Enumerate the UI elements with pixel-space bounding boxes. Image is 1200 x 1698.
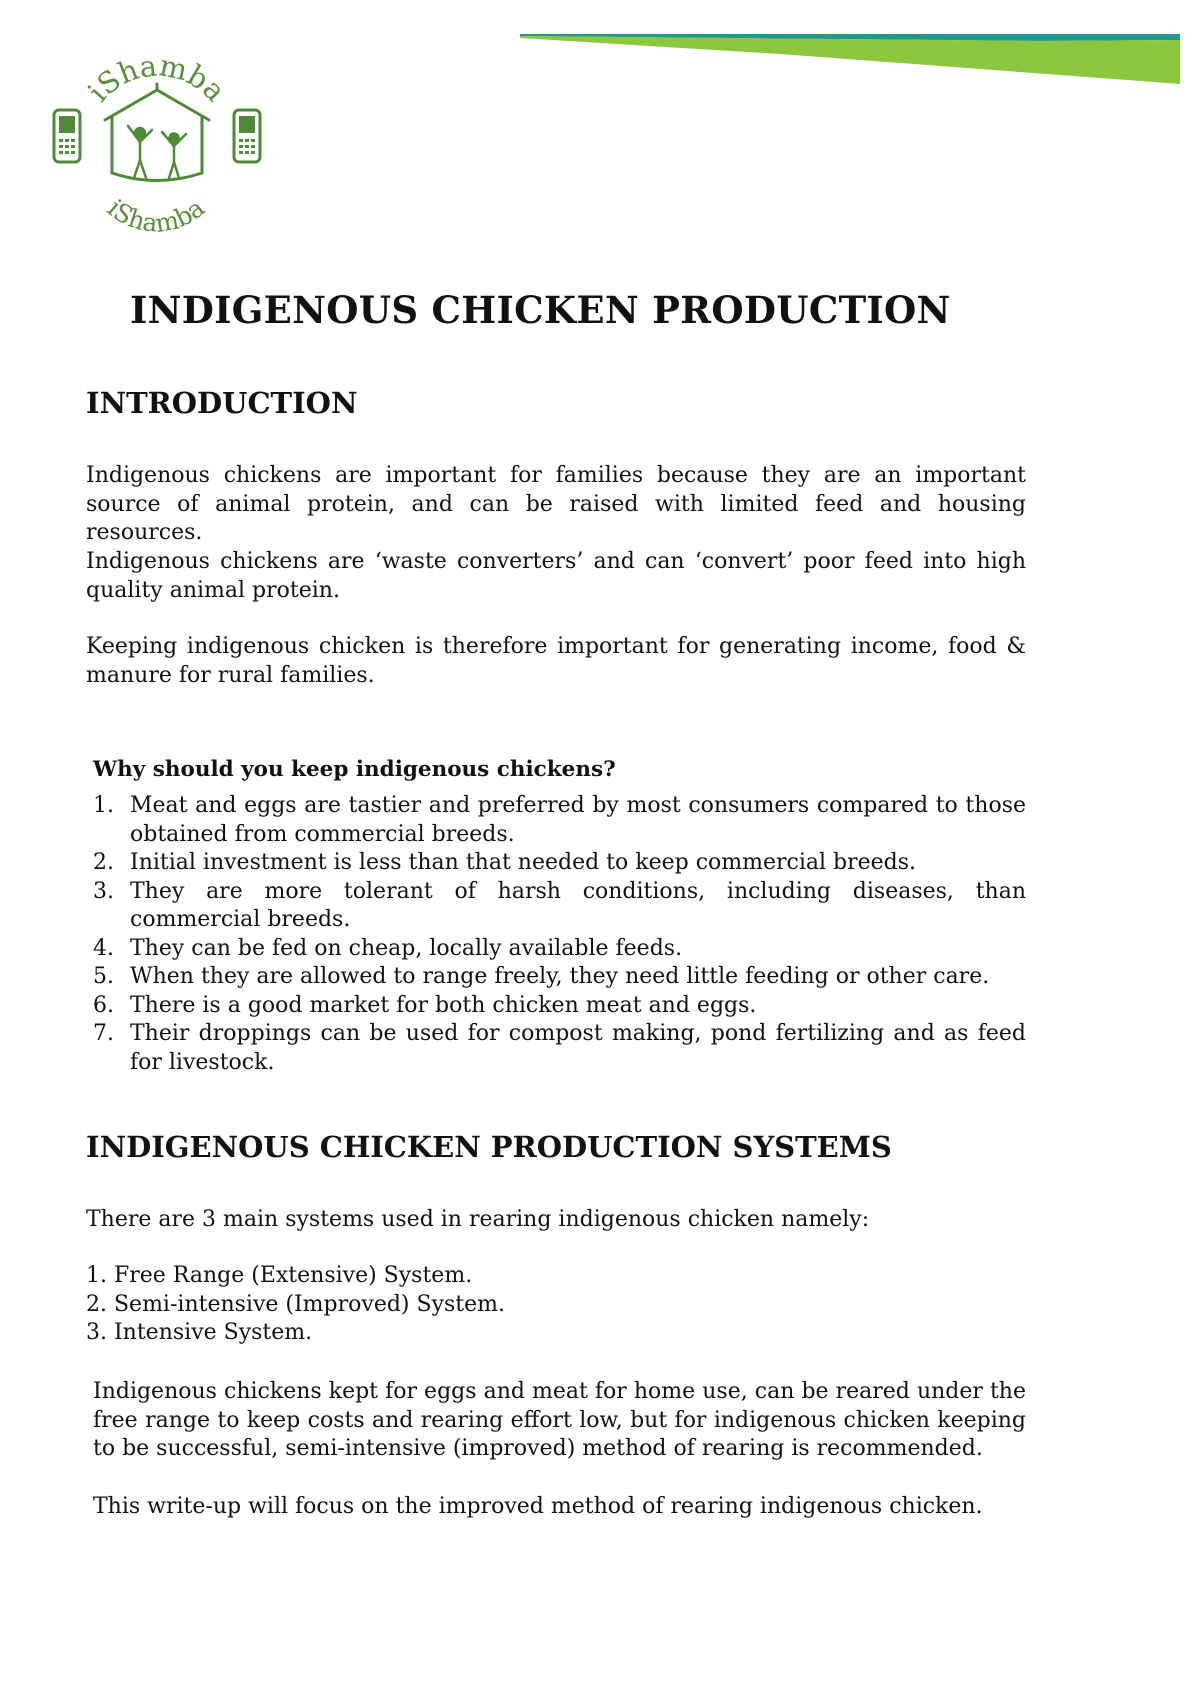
systems-paragraph: This write-up will focus on the improved method of rearing indigenous chicken. [93,1494,983,1519]
phone-icon-right [234,110,260,162]
logo-text-bottom: iShamba [101,193,211,239]
phone-icon-left [54,110,80,162]
list-item-number: 2. [93,850,114,875]
ishamba-logo [50,38,265,253]
list-item-number: 6. [93,992,114,1018]
list-item-number: 7. [93,1021,114,1046]
list-item-number: 4. [93,935,114,961]
list-item-text: When they are allowed to range freely, they need little feeding or other care. [130,964,990,989]
list-item [93,878,1026,935]
systems-paragraph: Indigenous chickens kept for eggs and meat for home use, can be reared under the free range to keep costs and rearing effort low, but for indigenous chicken keeping to be successful, semi-intensive (improved) method of rearing is recommended. [93,1379,1026,1461]
list-item-text: Meat and eggs are tastier and preferred by most consumers compared to those obtained from commercial breeds. [130,793,1026,847]
introduction-heading: INTRODUCTION [86,386,358,420]
list-item: 1. Free Range (Extensive) System. [86,1263,473,1288]
reasons-list [93,792,1026,1077]
systems-list [86,1262,505,1348]
hut-icon [105,84,209,181]
list-item-number: 3. [93,878,114,904]
list-item [93,1020,1026,1077]
intro-paragraph: Keeping indigenous chicken is therefore important for generating income, food & manure for rural families. [86,634,1026,688]
systems-heading: INDIGENOUS CHICKEN PRODUCTION SYSTEMS [86,1130,892,1164]
list-item-text: Their droppings can be used for compost making, pond fertilizing and as feed for livestock. [130,1021,1026,1075]
list-item [93,992,1026,1021]
list-item: 2. Semi-intensive (Improved) System. [86,1291,505,1317]
list-item [93,792,1026,849]
list-item-number: 5. [93,964,114,989]
list-item [93,849,1026,878]
header-stripe-graphic [520,30,1180,90]
list-item-number: 1. [93,793,114,818]
logo-text-top: iShamba [80,48,233,109]
intro-paragraph: Indigenous chickens are important for families because they are an important source of animal protein, and can be raised with limited feed and housing resources. [86,463,1026,545]
list-item-text: They can be fed on cheap, locally available feeds. [130,935,683,961]
logo-graphic [50,38,265,253]
why-keep-heading: Why should you keep indigenous chickens? [93,757,616,782]
list-item [93,963,1026,992]
document-title: INDIGENOUS CHICKEN PRODUCTION [130,288,951,332]
systems-intro: There are 3 main systems used in rearing indigenous chicken namely: [86,1207,870,1232]
list-item-text: They are more tolerant of harsh conditions, including diseases, than commercial breeds. [130,878,1026,932]
intro-paragraph: Indigenous chickens are ‘waste converters’ and can ‘convert’ poor feed into high quality animal protein. [86,549,1026,603]
list-item [93,935,1026,964]
list-item-text: Initial investment is less than that needed to keep commercial breeds. [130,850,917,875]
header-stripe [520,30,1180,90]
list-item-text: There is a good market for both chicken meat and eggs. [130,992,757,1018]
people-icon [128,126,186,178]
list-item: 3. Intensive System. [86,1320,313,1345]
